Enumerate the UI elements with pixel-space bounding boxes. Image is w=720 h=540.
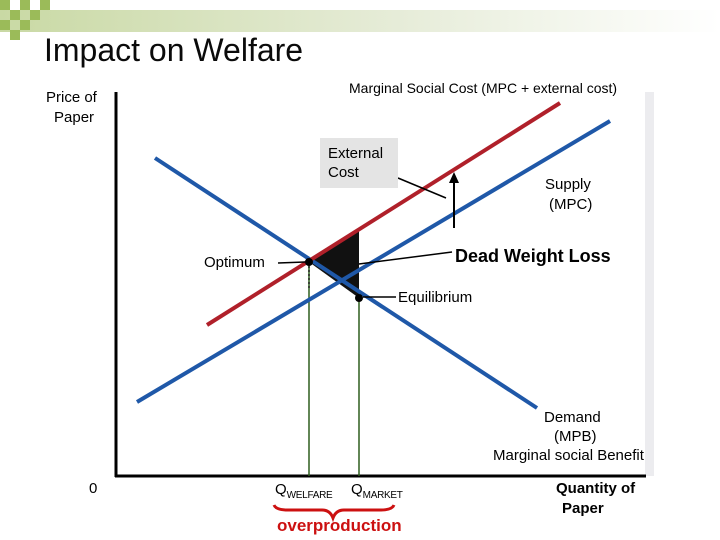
- supply-label-line2: (MPC): [549, 196, 593, 213]
- optimum-pointer: [278, 262, 305, 263]
- y-axis-label-line1: Price of: [46, 89, 97, 106]
- external-cost-label-line1: External: [328, 145, 384, 162]
- demand-label-line1: Demand: [544, 409, 601, 426]
- external-cost-label-line2: Cost: [328, 164, 359, 181]
- demand-label-line2: (MPB): [554, 428, 597, 445]
- equilibrium-label: Equilibrium: [398, 289, 473, 306]
- slide-title: Impact on Welfare: [44, 32, 304, 68]
- supply-label-line1: Supply: [545, 176, 591, 193]
- demand-label-line3: Marginal social Benefit: [493, 447, 644, 464]
- equilibrium-point: [355, 294, 363, 302]
- q-market-main: Q: [351, 481, 363, 498]
- optimum-label: Optimum: [204, 254, 265, 271]
- dead-weight-loss-label: Dead Weight Loss: [455, 246, 611, 266]
- q-welfare-subscript: WELFARE: [286, 490, 333, 501]
- x-axis-label-line1: Quantity of: [556, 480, 636, 497]
- msc-label: Marginal Social Cost (MPC + external cost): [349, 80, 618, 96]
- q-welfare-main: Q: [275, 481, 287, 498]
- overproduction-label: overproduction: [277, 516, 402, 535]
- origin-label: 0: [89, 480, 98, 497]
- y-axis-label-line2: Paper: [54, 109, 95, 126]
- title-decor-bar: [0, 10, 720, 32]
- x-axis-label-line2: Paper: [562, 500, 604, 517]
- q-welfare-label: [275, 481, 332, 502]
- q-market-label: [351, 481, 403, 502]
- q-market-subscript: MARKET: [362, 490, 403, 501]
- optimum-point: [305, 258, 313, 266]
